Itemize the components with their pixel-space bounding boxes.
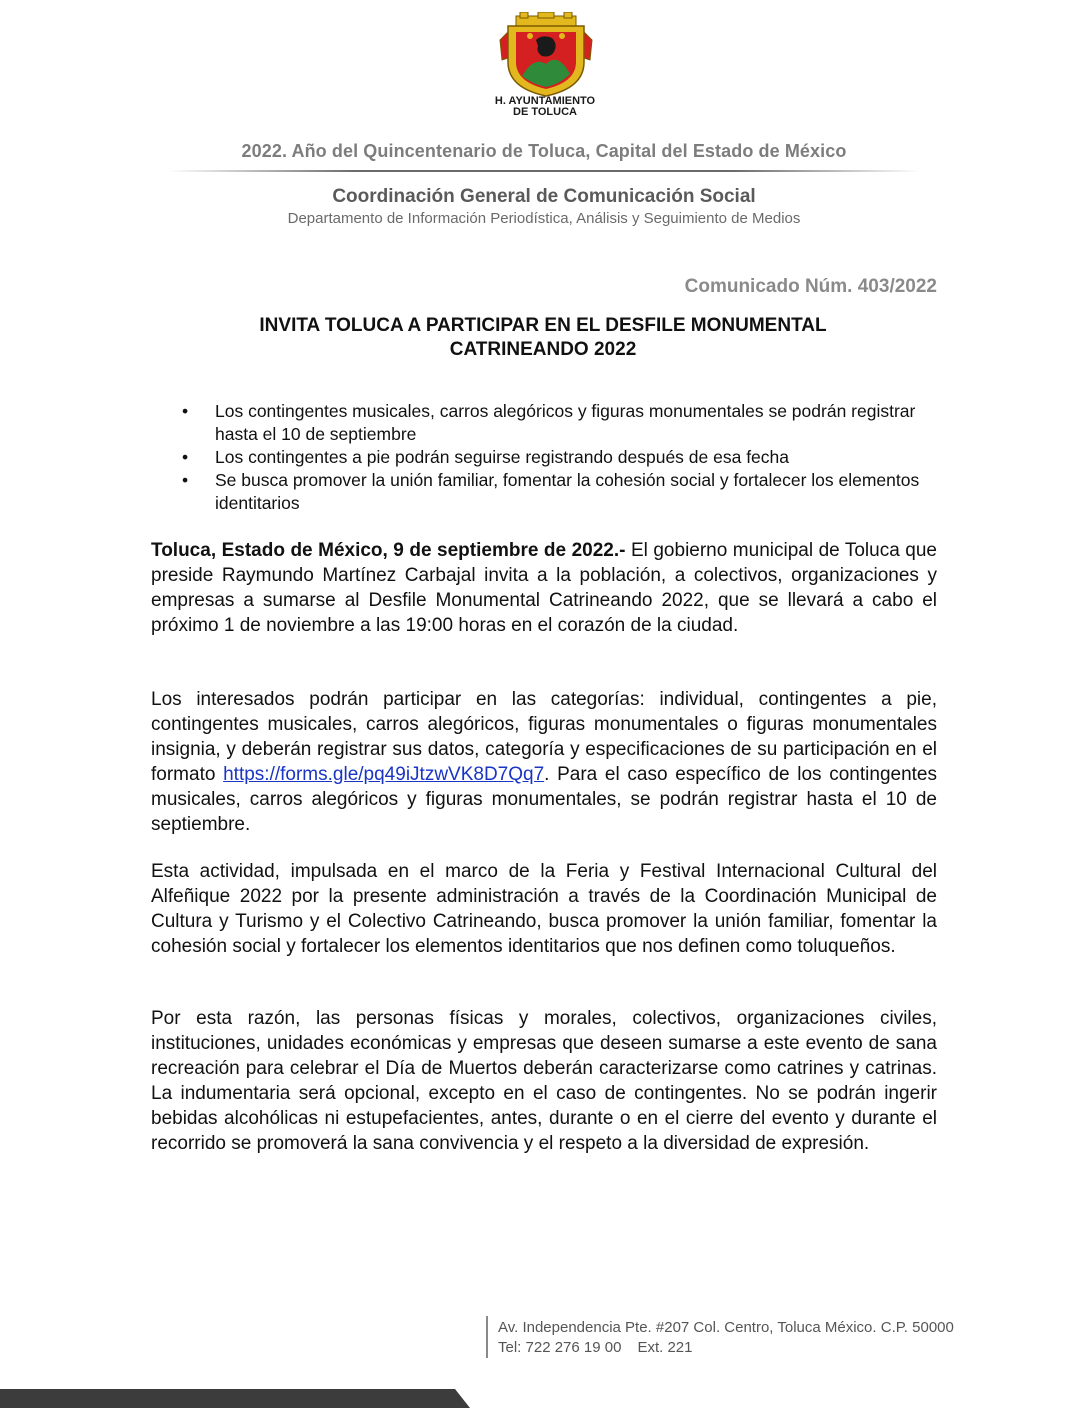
bullet-item: • Los contingentes musicales, carros alegóricos y figuras monumentales se podrán registrar hasta el 10 de septiembre — [215, 400, 935, 446]
logo-caption-line2: DE TOLUCA — [513, 106, 577, 118]
paragraph-3: Esta actividad, impulsada en el marco de la Feria y Festival Internacional Cultural del Alfeñique 2022 por la presente administración a través de la Coordinación Municipal de Cultura y Turismo y el Colectivo Catrineando, busca promover la unión familiar, fomentar la cohesión social y fortalecer los elementos identitarios que nos definen como toluqueños. — [151, 861, 937, 957]
headline-line1: INVITA TOLUCA A PARTICIPAR EN EL DESFILE MONUMENTAL — [259, 315, 827, 336]
year-motto: 2022. Año del Quincentenario de Toluca, Capital del Estado de México — [241, 141, 847, 161]
header-divider — [168, 170, 920, 172]
paragraph-2-text-after: . Para el caso específico de los contingentes musicales, carros alegóricos y figuras monumentales, se podrán registrar hasta el 10 de septiembre. — [151, 764, 937, 835]
footer-band — [0, 1389, 470, 1408]
release-number: Comunicado Núm. 403/2022 — [684, 276, 937, 297]
footer-address: Av. Independencia Pte. #207 Col. Centro, Toluca México. C.P. 50000 — [498, 1319, 954, 1336]
bullet-item: • Los contingentes a pie podrán seguirse registrando después de esa fecha — [215, 446, 935, 469]
paragraph-2-text-before: Los interesados podrán participar en las categorías: individual, contingentes a pie, contingentes musicales, carros alegóricos, figuras monumentales o figuras monumentales insignia, y deberán registrar sus datos, categoría y especificaciones de su participación en el formato — [151, 689, 937, 785]
footer-divider — [486, 1316, 488, 1358]
footer-phone: Tel: 722 276 19 00 — [498, 1339, 622, 1356]
logo-caption — [470, 96, 620, 118]
headline-line2: CATRINEANDO 2022 — [449, 339, 637, 360]
coordination-title: Coordinación General de Comunicación Social — [332, 186, 756, 207]
paragraph-4: Por esta razón, las personas físicas y morales, colectivos, organizaciones civiles, instituciones, unidades económicas y empresas que deseen sumarse a este evento de sana recreación para celebrar el Día de Muertos deberán caracterizarse como catrines y catrinas. La indumentaria será opcional, excepto en el caso de contingentes. No se podrán ingerir bebidas alcohólicas ni estupefacientes, antes, durante o en el cierre del evento y durante el recorrido se promoverá la sana convivencia y el respeto a la diversidad de expresión. — [151, 1008, 937, 1154]
headline — [190, 314, 896, 362]
paragraph-2 — [151, 687, 937, 837]
paragraph-1-text: El gobierno municipal de Toluca que preside Raymundo Martínez Carbajal invita a la población, a colectivos, organizaciones y empresas a sumarse al Desfile Monumental Catrineando 2022, que se llevará a cabo el próximo 1 de noviembre a las 19:00 horas en el corazón de la ciudad. — [151, 540, 937, 636]
summary-bullets — [215, 400, 935, 515]
footer-extension: Ext. 221 — [637, 1339, 693, 1356]
bullet-item: • Se busca promover la unión familiar, fomentar la cohesión social y fortalecer los elementos identitarios — [215, 469, 935, 515]
registration-form-link[interactable]: https://forms.gle/pq49iJtzwVK8D7Qq7 — [223, 764, 545, 785]
dateline: Toluca, Estado de México, 9 de septiembre de 2022.- — [151, 540, 626, 561]
footer-contact — [498, 1338, 692, 1358]
logo-caption-line1: H. AYUNTAMIENTO — [494, 95, 596, 107]
department-subtitle: Departamento de Información Periodística, Análisis y Seguimiento de Medios — [287, 210, 801, 227]
paragraph-1 — [151, 538, 937, 638]
